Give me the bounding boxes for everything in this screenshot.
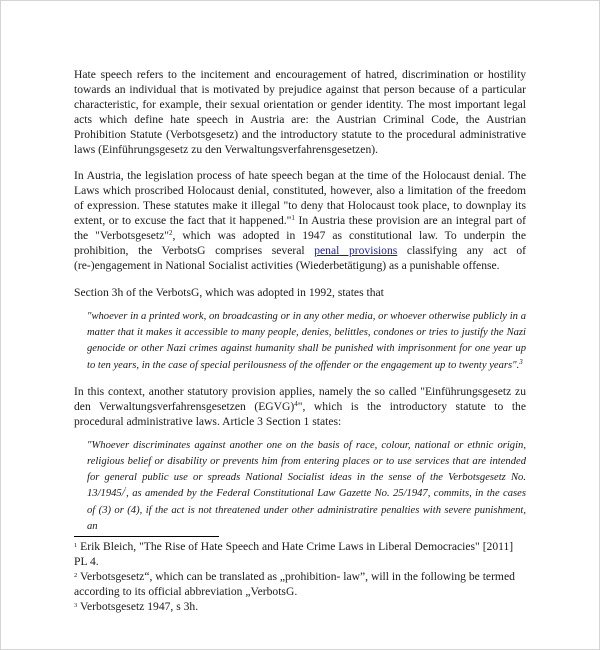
blockquote-article-3 bbox=[87, 438, 526, 535]
footnote-text: Erik Bleich, "The Rise of Hate Speech and Hate Crime Laws in Liberal Democracies" [2011] PL 4. bbox=[74, 540, 514, 568]
text-span: classifying any act of (re-)engagement in National Socialist activities (Wiederbetätigung) as a punishable offense. bbox=[74, 244, 526, 272]
footnote-separator bbox=[74, 536, 219, 537]
paragraph-intro: Hate speech refers to the incitement and encouragement of hatred, discrimination or hostility towards an individual that is motivated by prejudice against that person because of a particular characteristic, for example, their sexual orientation or gender identity. The most important legal acts which define hate speech in Austria are: the Austrian Criminal Code, the Austrian Prohibition Statute (Verbotsgesetz) and the introductory statute to the procedural administrative laws (Einführungsgesetz zu den Verwaltungsverfahrensgesetzen). bbox=[74, 68, 526, 156]
footnote-text: Verbotsgesetz 1947, s 3h. bbox=[77, 600, 199, 613]
footnote-number: 2 bbox=[74, 572, 78, 579]
footnote-ref-3[interactable]: 3 bbox=[519, 357, 523, 366]
footnote-3 bbox=[74, 599, 526, 614]
footnote-text: Verbotsgesetz“, which can be translated as „prohibition- law”, will in the following be termed according to its official abbreviation „VerbotsG. bbox=[74, 570, 515, 598]
footnote-number: 3 bbox=[74, 602, 78, 609]
text-span: ", which is the introductory statute to the procedural administrative laws. Article 3 Section 1 states: bbox=[74, 399, 526, 428]
text-span: In Austria, the legislation process of hate speech began at the time of the Holocaust denial. The Laws which proscribed Holocaust denial, constituted, however, also a limitation of the freedom of expression. These statutes make it illegal "to deny that Holocaust took place, to downplay its extent, or to excuse the fact that it happened." bbox=[74, 169, 526, 227]
footnote-1 bbox=[74, 539, 526, 569]
paragraph-egvg bbox=[74, 384, 526, 429]
paragraph-section-3h-intro: Section 3h of the VerbotsG, which was adopted in 1992, states that bbox=[74, 286, 384, 299]
quote-text: "Whoever discriminates against another one on the basis of race, colour, national or ethnic origin, religious belief or disability or prevents him from entering places or to use services that are intended for general public use or spreads National Socialist ideas in the sense of the Verbotsgesetz No. 13/1945/ bbox=[87, 439, 526, 500]
text-span: In this context, another statutory provision applies, namely the so called "Einführungsgesetz zu den Verwaltungsverfahrensgesetzen (EGVG) bbox=[74, 384, 526, 413]
footnote-ref-1[interactable]: 1 bbox=[291, 214, 295, 222]
paragraph-legislation-history bbox=[74, 168, 526, 273]
text-span: , which was adopted in 1947 as constitutional law. To underpin the prohibition, the VerbotsG comprises several bbox=[74, 229, 526, 257]
text-span: In Austria these provision are an integral part of the "Verbotsgesetz" bbox=[74, 214, 526, 242]
blockquote-section-3h bbox=[87, 309, 526, 374]
footnotes bbox=[74, 539, 526, 614]
footnote-2 bbox=[74, 569, 526, 599]
footnote-ref-4[interactable]: 4 bbox=[294, 399, 298, 408]
quote-mark: ' bbox=[124, 486, 127, 495]
quote-text: , as amended by the Federal Constitutional Law Gazette No. 25/1947, commits, in the cases of (3) or (4), if the act is not threatened under other administratire penalties with severe punishment, an bbox=[87, 488, 526, 532]
penal-provisions-link[interactable]: penal provisions bbox=[314, 244, 398, 257]
document-body bbox=[74, 67, 526, 535]
quote-text: "whoever in a printed work, on broadcasting or in any other media, or whoever otherwise publicly in a matter that it makes it accessible to many people, denies, belittles, condones or tries to justify the Nazi genocide or other Nazi crimes against humanity shall be punished with imprisonment for one year up to ten years, in the case of special perilousness of the offender or the engagement up to twenty years". bbox=[87, 311, 526, 371]
footnote-ref-2[interactable]: 2 bbox=[168, 229, 173, 237]
footnote-number: 1 bbox=[74, 542, 78, 549]
